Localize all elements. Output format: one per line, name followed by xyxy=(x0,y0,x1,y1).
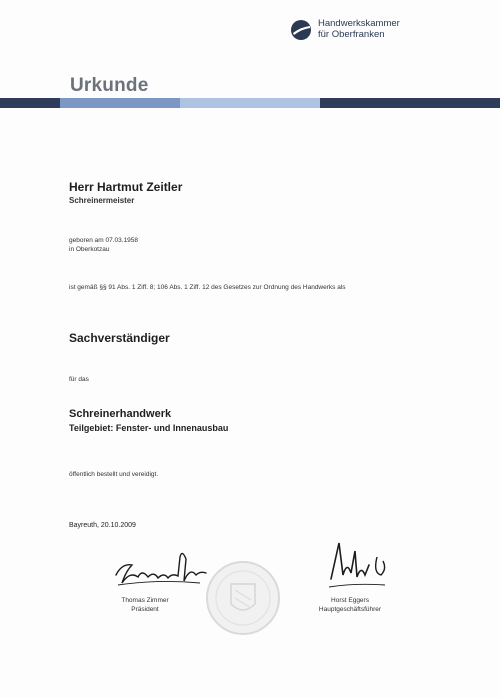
place-and-date: Bayreuth, 20.10.2009 xyxy=(69,522,136,529)
embossed-seal xyxy=(205,560,281,636)
birth-date: geboren am 07.03.1958 xyxy=(69,237,139,244)
chief-executive-signature xyxy=(325,535,395,595)
appointment-role: Sachverständiger xyxy=(69,331,170,345)
band-segment-4 xyxy=(320,98,500,108)
org-header xyxy=(290,18,400,41)
color-band xyxy=(0,98,500,108)
document-title: Urkunde xyxy=(70,75,149,96)
oath-statement: öffentlich bestellt und vereidigt. xyxy=(69,471,159,478)
org-name-line1: Handwerkskammer xyxy=(318,18,400,29)
chamber-logo-icon xyxy=(290,19,312,41)
band-segment-1 xyxy=(0,98,60,108)
left-signer-title: Präsident xyxy=(131,606,159,613)
band-segment-3 xyxy=(180,98,320,108)
org-name-line2: für Oberfranken xyxy=(318,29,385,40)
for-label: für das xyxy=(69,376,89,383)
right-signer-title: Hauptgeschäftsführer xyxy=(318,606,382,613)
right-signer-name: Horst Eggers xyxy=(331,597,369,604)
trade-name: Schreinerhandwerk xyxy=(69,408,172,420)
birth-place: in Oberkotzau xyxy=(69,246,110,253)
right-signer xyxy=(305,596,395,614)
recipient-profession: Schreinermeister xyxy=(69,196,135,205)
trade-subfield: Teilgebiet: Fenster- und Innenausbau xyxy=(69,423,229,433)
recipient-name: Herr Hartmut Zeitler xyxy=(69,180,183,194)
left-signer xyxy=(100,596,190,614)
legal-text: ist gemäß §§ 91 Abs. 1 Ziff. 8; 106 Abs. 1 Ziff. 12 des Gesetzes zur Ordnung des Handwerks als xyxy=(69,284,346,291)
left-signer-name: Thomas Zimmer xyxy=(121,597,169,604)
president-signature xyxy=(108,545,213,595)
band-segment-2 xyxy=(60,98,180,108)
